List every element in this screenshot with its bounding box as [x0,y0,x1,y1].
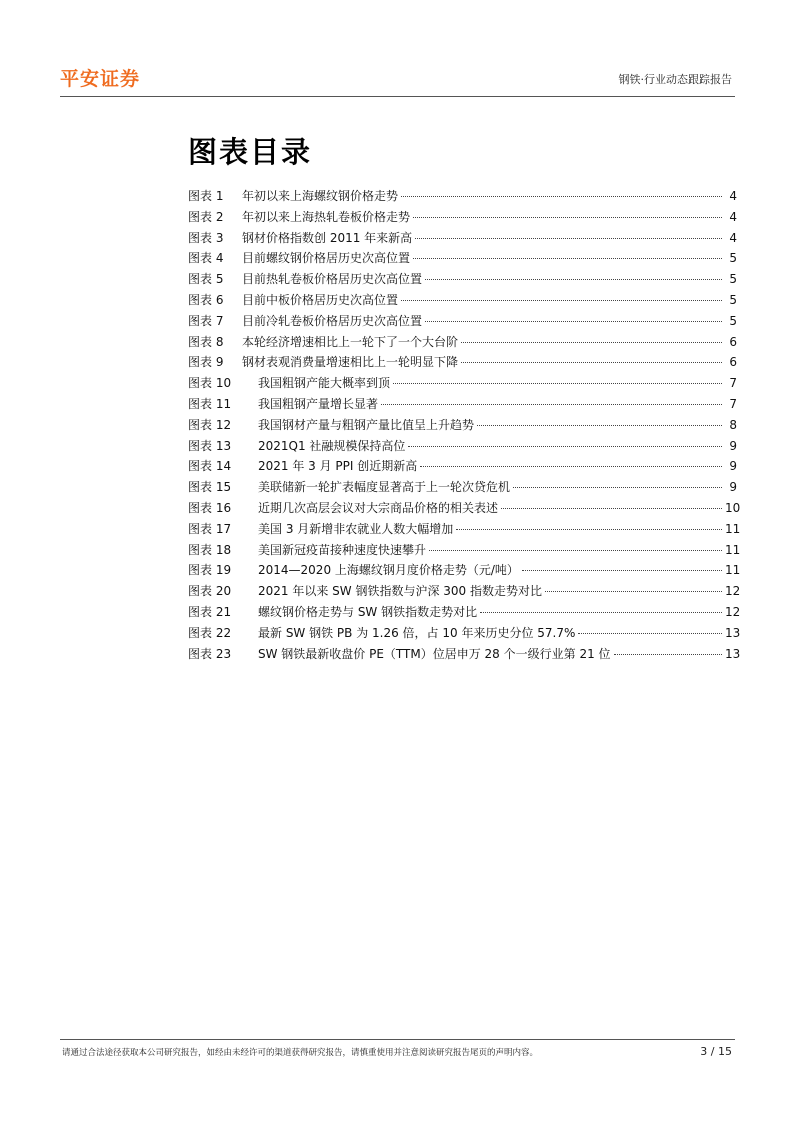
toc-entry-title: 2021 年以来 SW 钢铁指数与沪深 300 指数走势对比 [258,584,542,599]
toc-entry-title: 我国钢材产量与粗钢产量比值呈上升趋势 [258,417,475,432]
toc-dot-leader [501,508,722,509]
toc-entry-label: 图表 4 [188,251,224,266]
toc-dot-leader [420,466,722,467]
toc-entry[interactable] [188,229,737,250]
toc-dot-leader [381,404,722,405]
header-divider [60,96,735,97]
toc-entry[interactable] [188,270,737,291]
toc-entry[interactable] [188,249,737,270]
toc-dot-leader [401,300,722,301]
toc-entry-title: 钢材表观消费量增速相比上一轮明显下降 [242,355,459,370]
toc-entry[interactable] [188,645,741,666]
toc-entry-page: 11 [725,563,741,578]
toc-entry-title: 近期几次高层会议对大宗商品价格的相关表述 [258,500,499,515]
toc-dot-leader [614,654,722,655]
toc-entry-page: 6 [729,355,737,370]
toc-entry-title: 目前冷轧卷板价格居历史次高位置 [242,313,423,328]
toc-entry-label: 图表 7 [188,313,224,328]
toc-dot-leader [578,633,722,634]
toc-entry-page: 5 [729,272,737,287]
toc-entry-label: 图表 13 [188,438,232,453]
toc-dot-leader [545,591,722,592]
toc-entry-label: 图表 23 [188,646,232,661]
toc-entry-label: 图表 21 [188,604,232,619]
toc-entry[interactable] [188,208,737,229]
toc-entry[interactable] [188,603,741,624]
toc-dot-leader [477,425,722,426]
toc-entry-title: 本轮经济增速相比上一轮下了一个大台阶 [242,334,459,349]
toc-entry[interactable] [188,333,737,354]
toc-dot-leader [461,362,722,363]
toc-entry-page: 7 [729,396,737,411]
toc-entry-label: 图表 19 [188,563,232,578]
footer-disclaimer: 请通过合法途径获取本公司研究报告，如经由未经许可的渠道获得研究报告，请慎重使用并注意阅读研究报告尾页的声明内容。 [62,1048,539,1058]
toc-entry[interactable] [188,187,737,208]
toc-entry-label: 图表 5 [188,272,224,287]
toc-entry-title: SW 钢铁最新收盘价 PE（TTM）位居申万 28 个一级行业第 21 位 [258,646,611,661]
toc-entry-page: 4 [729,230,737,245]
toc-entry[interactable] [188,353,737,374]
toc-entry-title: 目前热轧卷板价格居历史次高位置 [242,272,423,287]
toc-dot-leader [393,383,722,384]
report-tag: 钢铁·行业动态跟踪报告 [618,73,732,86]
toc-entry-label: 图表 22 [188,625,232,640]
toc-entry-page: 9 [729,438,737,453]
toc-entry-page: 13 [725,625,741,640]
toc-entry-label: 图表 17 [188,521,232,536]
toc-entry-title: 目前中板价格居历史次高位置 [242,292,399,307]
toc-entry[interactable] [188,437,737,458]
toc-entry-title: 2014—2020 上海螺纹钢月度价格走势（元/吨） [258,563,519,578]
toc-entry[interactable] [188,291,737,312]
toc-entry-page: 6 [729,334,737,349]
toc-entry-title: 我国粗钢产量增长显著 [258,396,379,411]
toc-title: 图表目录 [188,135,313,169]
toc-entry[interactable] [188,312,737,333]
toc-entry[interactable] [188,457,737,478]
toc-entry-page: 13 [725,646,741,661]
toc-entry-label: 图表 12 [188,417,232,432]
toc-dot-leader [408,446,722,447]
toc-entry[interactable] [188,624,741,645]
toc-entry-label: 图表 6 [188,292,224,307]
toc-dot-leader [456,529,722,530]
toc-entry-title: 螺纹钢价格走势与 SW 钢铁指数走势对比 [258,604,478,619]
toc-dot-leader [429,550,722,551]
toc-entry-page: 12 [725,584,741,599]
toc-entry[interactable] [188,374,737,395]
page-number: 3 / 15 [700,1045,732,1058]
toc-dot-leader [480,612,722,613]
company-logo: 平安证券 [60,68,141,90]
toc-entry[interactable] [188,582,741,603]
toc-entry-page: 9 [729,459,737,474]
toc-entry-title: 美国新冠疫苗接种速度快速攀升 [258,542,427,557]
toc-entry-page: 5 [729,251,737,266]
toc-entry-label: 图表 15 [188,480,232,495]
toc-dot-leader [413,258,722,259]
toc-entry-title: 年初以来上海螺纹钢价格走势 [242,189,399,203]
toc-entry-label: 图表 2 [188,209,224,224]
toc-dot-leader [522,570,722,571]
toc-entry-label: 图表 11 [188,396,232,411]
toc-entry-page: 7 [729,376,737,391]
toc-entry-page: 5 [729,313,737,328]
toc-entry-title: 钢材价格指数创 2011 年来新高 [242,230,413,245]
toc-entry[interactable] [188,541,741,562]
toc-entry-label: 图表 3 [188,230,224,245]
toc-entry-page: 8 [729,417,737,432]
footer-divider [60,1039,735,1040]
toc-entry-page: 9 [729,480,737,495]
toc-list [188,187,741,665]
toc-entry-label: 图表 8 [188,334,224,349]
toc-entry-page: 12 [725,604,741,619]
toc-entry[interactable] [188,478,737,499]
toc-entry-label: 图表 16 [188,500,232,515]
toc-entry-label: 图表 20 [188,584,232,599]
toc-entry-title: 美国 3 月新增非农就业人数大幅增加 [258,521,454,536]
toc-entry-label: 图表 10 [188,376,232,391]
toc-dot-leader [401,196,722,197]
toc-entry-title: 目前螺纹钢价格居历史次高位置 [242,251,411,266]
toc-entry-label: 图表 1 [188,189,224,203]
toc-entry[interactable] [188,395,737,416]
toc-dot-leader [513,487,722,488]
toc-entry[interactable] [188,520,741,541]
toc-entry[interactable] [188,561,741,582]
toc-entry-page: 4 [729,189,737,203]
toc-entry-page: 5 [729,292,737,307]
toc-entry-page: 10 [725,500,741,515]
toc-entry-title: 年初以来上海热轧卷板价格走势 [242,209,411,224]
toc-entry-label: 图表 18 [188,542,232,557]
toc-entry-label: 图表 14 [188,459,232,474]
toc-entry-title: 我国粗钢产能大概率到顶 [258,376,391,391]
toc-entry-page: 11 [725,521,741,536]
toc-entry-page: 4 [729,209,737,224]
toc-entry[interactable] [188,499,741,520]
toc-dot-leader [415,238,722,239]
toc-entry-label: 图表 9 [188,355,224,370]
toc-dot-leader [425,279,722,280]
toc-entry-page: 11 [725,542,741,557]
toc-entry-title: 美联储新一轮扩表幅度显著高于上一轮次贷危机 [258,480,511,495]
toc-entry-title: 2021Q1 社融规模保持高位 [258,438,406,453]
toc-entry[interactable] [188,416,737,437]
toc-dot-leader [425,321,722,322]
toc-entry-title: 2021 年 3 月 PPI 创近期新高 [258,459,418,474]
toc-dot-leader [413,217,722,218]
toc-dot-leader [461,342,722,343]
toc-entry-title: 最新 SW 钢铁 PB 为 1.26 倍，占 10 年来历史分位 57.7% [258,625,576,640]
